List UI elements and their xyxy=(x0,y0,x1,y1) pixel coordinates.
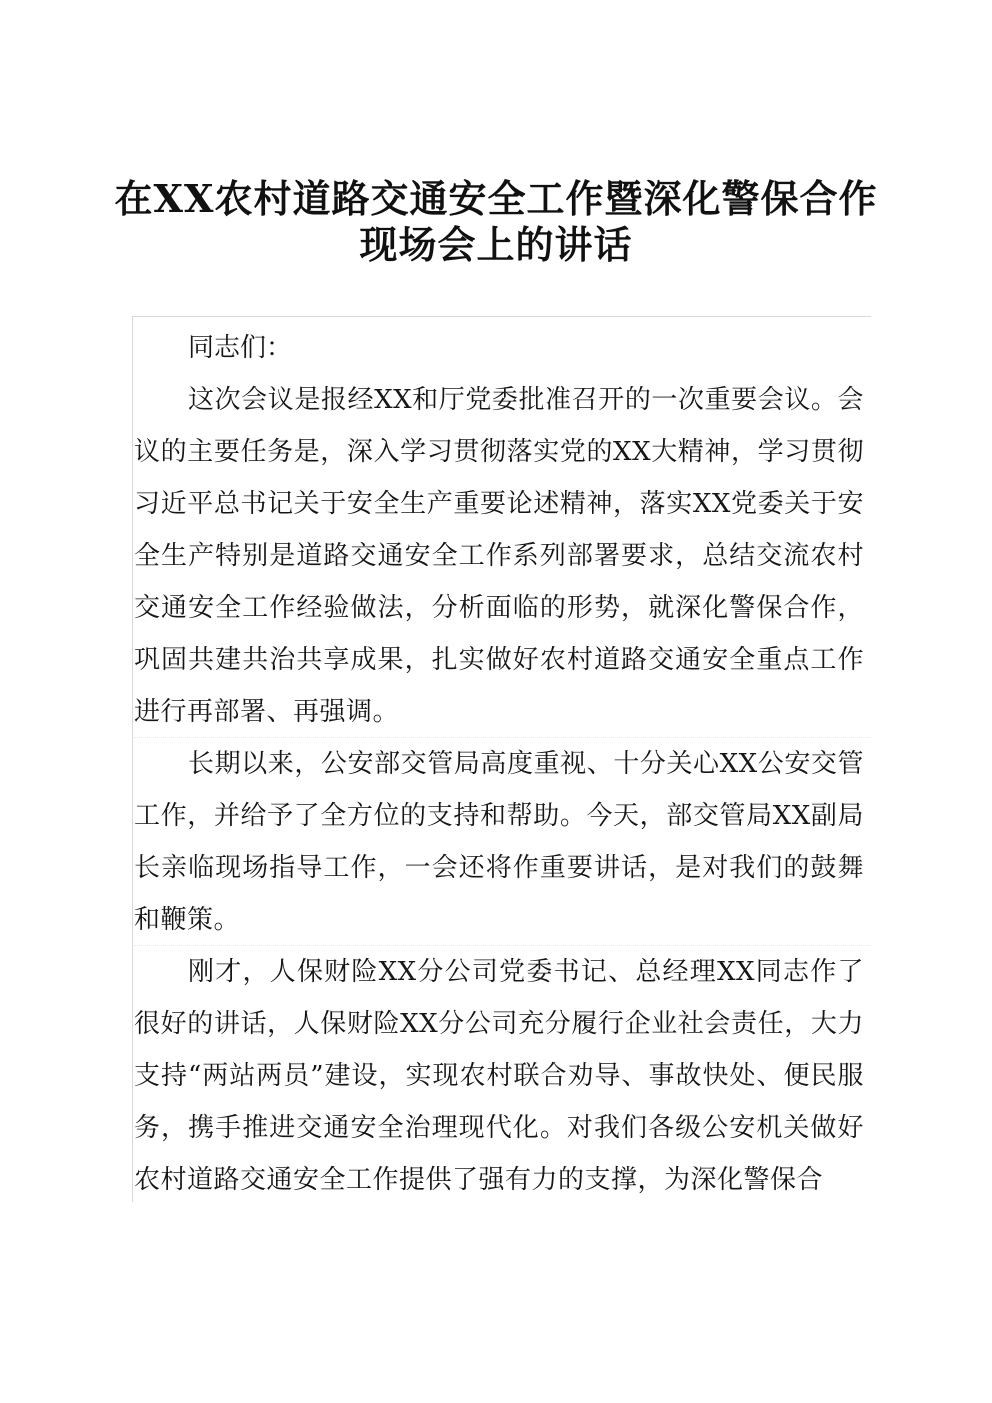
title-line-2: 现场会上的讲话 xyxy=(359,222,633,267)
paragraph-1: 这次会议是报经XX和厅党委批准召开的一次重要会议。会议的主要任务是，深入学习贯彻落实党的XX大精神，学习贯彻习近平总书记关于安全生产重要论述精神，落实XX党委关于安全生产特别是道路交通安全工作系列部署要求，总结交流农村交通安全工作经验做法，分析面临的形势，就深化警保合作，巩固共建共治共享成果，扎实做好农村道路交通安全重点工作进行再部署、再强调。 xyxy=(134,385,864,727)
document-title xyxy=(100,176,892,268)
document-body xyxy=(134,322,864,1206)
title-line-1: 在XX农村道路交通安全工作暨深化警保合作 xyxy=(114,176,878,221)
paragraph-3: 刚才，人保财险XX分公司党委书记、总经理XX同志作了很好的讲话，人保财险XX分公司充分履行企业社会责任，大力支持“两站两员”建设，实现农村联合劝导、事故快处、便民服务，携手推进交通安全治理现代化。对我们各级公安机关做好农村道路交通安全工作提供了强有力的支撑，为深化警保合 xyxy=(134,957,864,1195)
paragraph-2: 长期以来，公安部交管局高度重视、十分关心XX公安交管工作，并给予了全方位的支持和帮助。今天，部交管局XX副局长亲临现场指导工作，一会还将作重要讲话，是对我们的鼓舞和鞭策。 xyxy=(134,749,864,935)
salutation: 同志们： xyxy=(188,333,293,363)
